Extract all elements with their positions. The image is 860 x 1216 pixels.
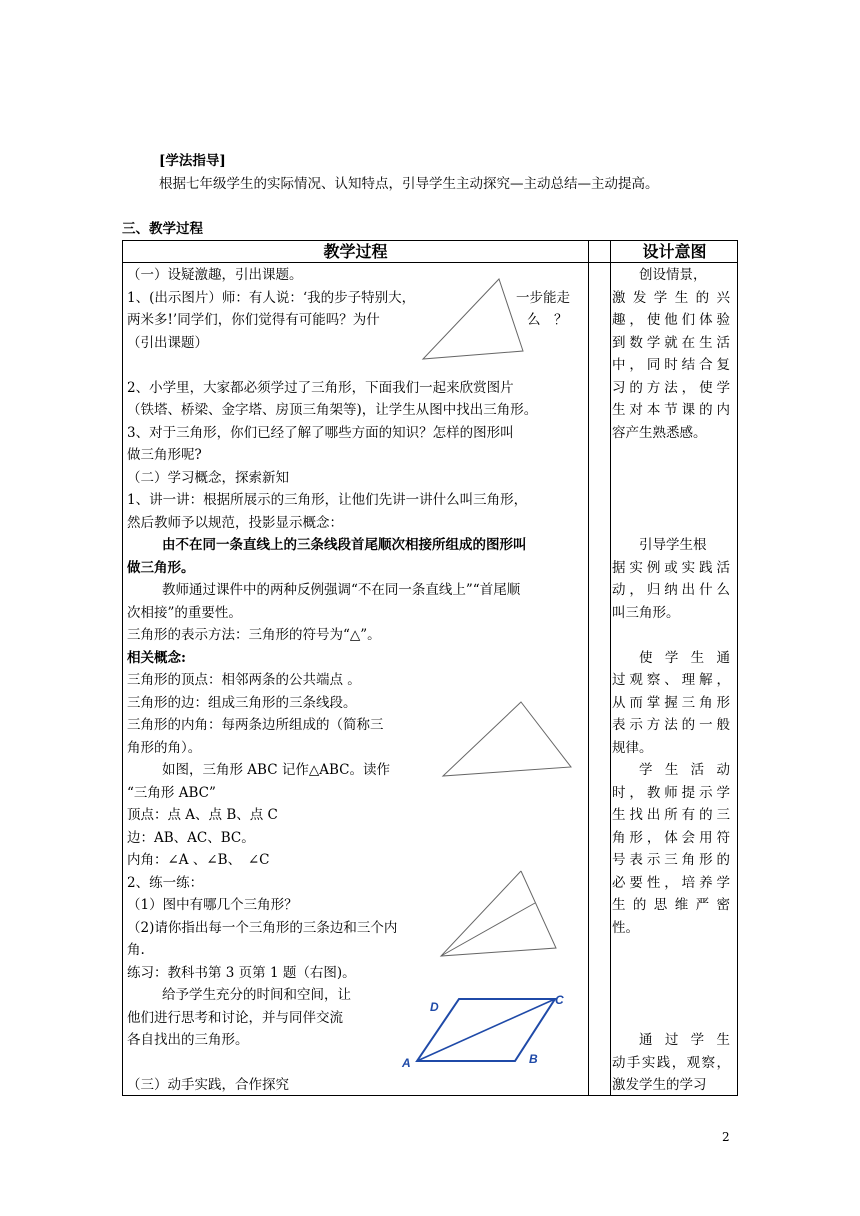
intent-block-3	[612, 647, 730, 760]
left-line: （二）学习概念，探索新知	[127, 469, 289, 486]
left-line: 边：AB、AC、BC。	[127, 829, 255, 846]
intent-line: 激 发 学 生 的 兴	[612, 289, 730, 306]
left-line: （引出课题）	[127, 334, 208, 351]
left-line: 2、练一练：	[127, 874, 204, 891]
left-line: 三角形的内角：每两条边所组成的（简称三	[127, 717, 384, 733]
left-line: （铁塔、桥梁、金字塔、房顶三角架等)，让学生从图中找出三角形。	[127, 402, 538, 418]
intent-line: 据实例或实践活	[612, 559, 730, 576]
left-line: 给予学生充分的时间和空间，让	[162, 987, 351, 1003]
section-heading: 三、教学过程	[122, 221, 203, 237]
intent-line: 到数学就在生活	[612, 334, 730, 351]
intent-block-1	[612, 264, 730, 444]
intent-line: 激发学生的学习	[612, 1077, 707, 1093]
method-text: 根据七年级学生的实际情况、认知特点，引导学生主动探究—主动总结—主动提高。	[159, 176, 659, 192]
left-line: 各自找出的三角形。	[127, 1032, 249, 1048]
left-line: 角形的角）。	[127, 739, 202, 756]
left-line: 教师通过课件中的两种反例强调“不在同一条直线上”“首尾顺	[162, 582, 521, 598]
left-line: 做三角形呢?	[127, 447, 202, 463]
left-line: 2、小学里，大家都必须学过了三角形，下面我们一起来欣赏图片	[127, 379, 514, 396]
left-line: 3、对于三角形，你们已经了解了哪些方面的知识？怎样的图形叫	[127, 424, 514, 441]
left-line: 次相接”的重要性。	[127, 604, 242, 621]
intent-line: 创设情景，	[639, 267, 707, 283]
left-line: 三角形的表示方法：三角形的符号为“△”。	[127, 627, 381, 643]
intent-line: 号表示三角形的	[612, 852, 730, 868]
left-line: 1、(出示图片）师：有人说：‘我的步子特别大，	[127, 289, 416, 306]
intent-block-5	[612, 1029, 730, 1097]
left-line: 三角形的顶点：相邻两条的公共端点 。	[127, 672, 361, 688]
left-line: （三）动手实践，合作探究	[127, 1077, 289, 1093]
col-header-intent: 设计意图	[642, 242, 707, 261]
intent-line: 通 过 学 生	[639, 1032, 730, 1048]
intent-block-4	[612, 759, 730, 939]
left-line: 然后教师予以规范，投影显示概念：	[127, 514, 343, 531]
intent-line: 表示方法的一般	[612, 717, 730, 733]
left-line: 他们进行思考和讨论，并与同伴交流	[127, 1009, 343, 1026]
intent-line: 过观察、理解，	[612, 672, 730, 688]
intent-line: 趣，使他们体验	[612, 312, 730, 328]
intent-line: 动，归纳出什么	[612, 582, 730, 598]
intent-line: 规律。	[612, 739, 653, 756]
intent-line: 习的方法，使学	[612, 379, 730, 396]
intent-line: 使 学 生 通	[639, 649, 730, 666]
left-line: （一）设疑激趣，引出课题。	[127, 267, 303, 283]
intent-line: 角形，体会用符	[612, 829, 730, 846]
left-line: 两米多!’同学们，你们觉得有可能吗？为什	[127, 312, 380, 328]
label-c: C	[555, 993, 564, 1007]
intent-line: 从而掌握三角形	[612, 694, 730, 711]
left-line: 1、讲一讲：根据所展示的三角形，让他们先讲一讲什么叫三角形，	[127, 492, 528, 508]
left-line: 角.	[127, 942, 145, 958]
left-line: 么 ？	[527, 312, 568, 328]
left-line: “三角形 ABC”	[127, 784, 216, 801]
page-number: 2	[722, 1130, 730, 1144]
intent-line: 叫三角形。	[612, 604, 680, 621]
teaching-process-table	[122, 240, 738, 1096]
related-concepts-heading: 相关概念:	[127, 649, 186, 666]
left-line: （2)请你指出每一个三角形的三条边和三个内	[127, 919, 398, 936]
left-line: 一步能走	[516, 289, 570, 306]
definition-line: 由不在同一条直线上的三条线段首尾顺次相接所组成的图形叫	[162, 537, 527, 553]
col-header-process: 教学过程	[323, 242, 388, 261]
method-heading: [学法指导]	[159, 153, 226, 169]
intent-line: 生 的 思 维 严 密	[612, 897, 730, 913]
intent-line: 引导学生根	[639, 537, 707, 553]
left-line: 如图，三角形 ABC 记作△ABC。读作	[162, 762, 390, 778]
intent-block-2	[612, 534, 730, 624]
definition-line: 做三角形。	[127, 559, 195, 576]
intent-line: 必要性，培养学	[612, 874, 730, 891]
label-b: B	[529, 1052, 538, 1066]
intent-line: 中，同时结合复	[612, 357, 730, 373]
intent-line: 容产生熟悉感。	[612, 424, 707, 441]
left-line: （1）图中有哪几个三角形？	[127, 897, 298, 913]
left-line: 练习：教科书第 3 页第 1 题（右图)。	[127, 964, 356, 981]
intent-line: 时，教师提示学	[612, 784, 730, 801]
left-line: 内角：∠A 、∠B、 ∠C	[127, 852, 270, 868]
intent-line: 生对本节课的内	[612, 402, 730, 418]
intent-line: 动手实践，观察，	[612, 1054, 730, 1071]
intent-line: 生找出所有的三	[612, 807, 730, 823]
intent-line: 学 生 活 动	[639, 762, 730, 778]
label-a: A	[402, 1056, 411, 1070]
label-d: D	[430, 1000, 439, 1014]
left-line: 顶点：点 A、点 B、点 C	[127, 807, 278, 823]
left-line: 三角形的边：组成三角形的三条线段。	[127, 694, 357, 711]
intent-line: 性。	[612, 919, 639, 936]
